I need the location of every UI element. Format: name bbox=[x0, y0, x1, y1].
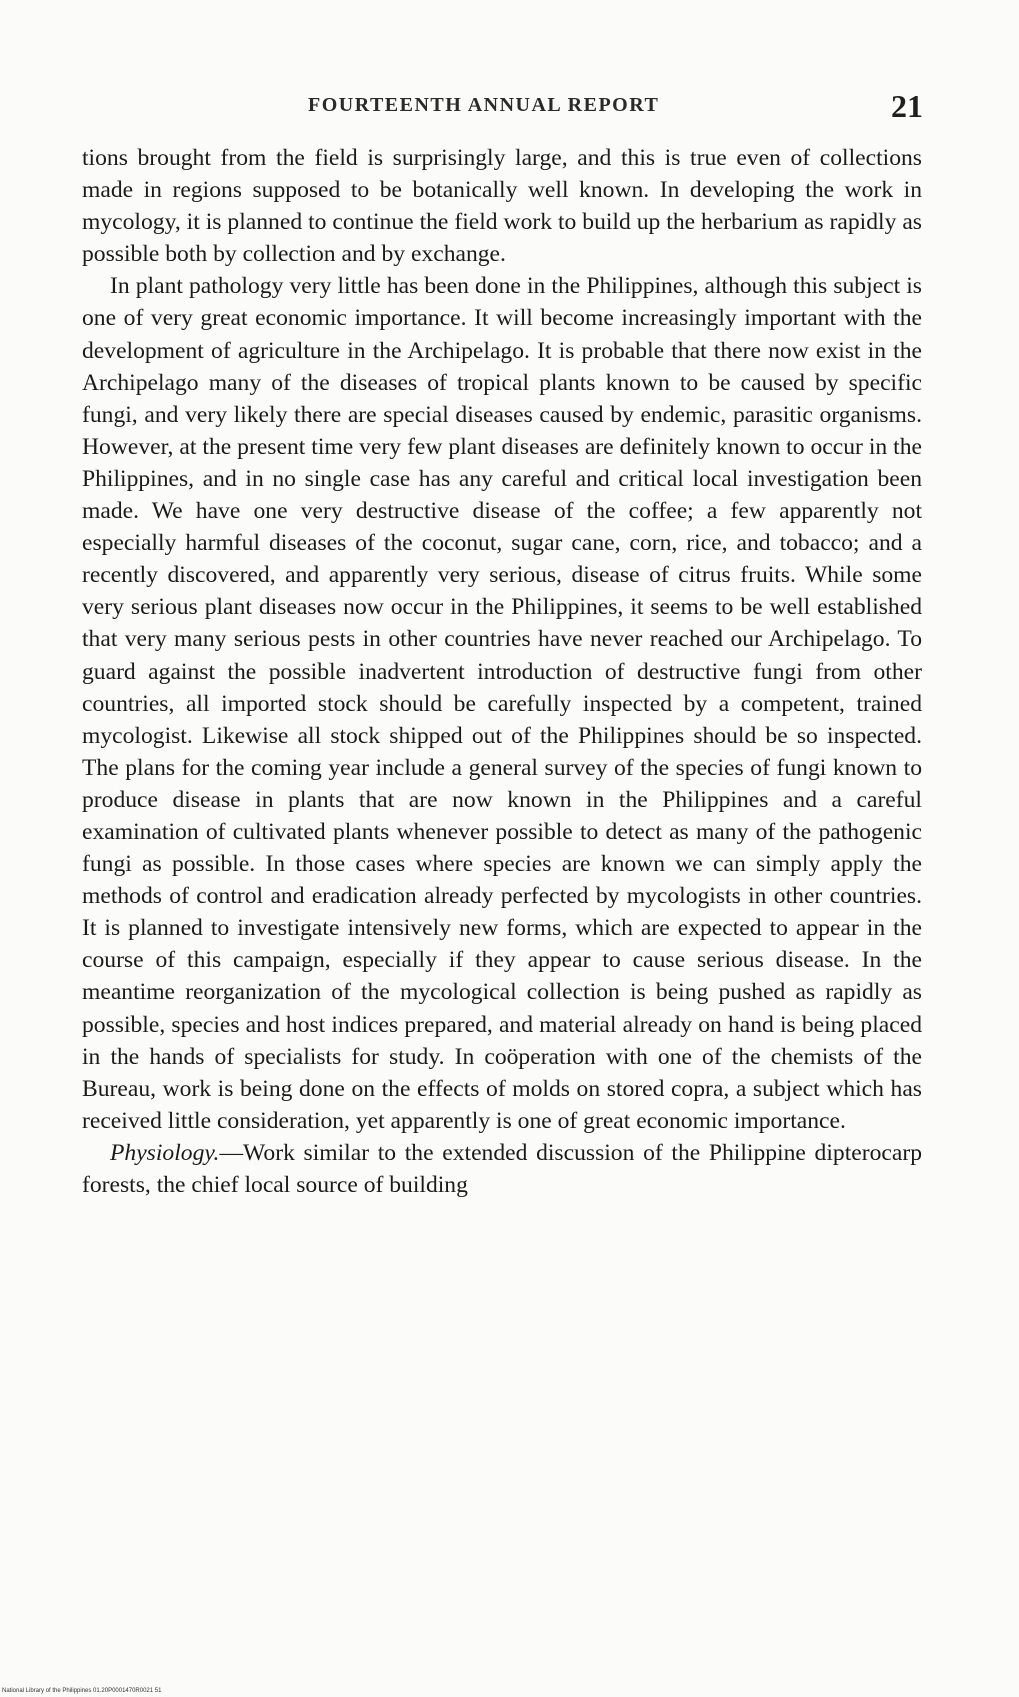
running-title: FOURTEENTH ANNUAL REPORT bbox=[308, 94, 660, 116]
paragraph-physiology bbox=[82, 1137, 922, 1201]
page-number: 21 bbox=[891, 88, 923, 124]
page-header bbox=[82, 88, 923, 132]
paragraph-plant-pathology: In plant pathology very little has been done in the Philippines, although this subject is one of very great economic importance. It will become increasingly important with the development of agriculture in the Archipelago. It is probable that there now exist in the Archipelago many of the diseases of tropical plants known to be caused by specific fungi, and very likely there are special diseases caused by endemic, parasitic organisms. However, at the present time very few plant diseases are definitely known to occur in the Philippines, and in no single case has any careful and critical local investigation been made. We have one very destructive disease of the coffee; a few apparently not especially harmful diseases of the coconut, sugar cane, corn, rice, and tobacco; and a recently discovered, and apparently very serious, disease of citrus fruits. While some very serious plant diseases now occur in the Philippines, it seems to be well established that very many serious pests in other countries have never reached our Archipelago. To guard against the possible inadvertent introduction of destructive fungi from other countries, all imported stock should be carefully inspected by a competent, trained mycologist. Likewise all stock shipped out of the Philippines should be so inspected. The plans for the coming year include a general survey of the species of fungi known to produce disease in plants that are now known in the Philippines and a careful examination of cultivated plants whenever possible to detect as many of the pathogenic fungi as possible. In those cases where species are known we can simply apply the methods of control and eradication already perfected by mycologists in other countries. It is planned to investigate intensively new forms, which are expected to appear in the course of this campaign, especially if they appear to cause serious disease. In the meantime reorganization of the mycological collection is being pushed as rapidly as possible, species and host indices prepared, and material already on hand is being placed in the hands of specialists for study. In coöperation with one of the chemists of the Bureau, work is being done on the effects of molds on stored copra, a subject which has received little consideration, yet apparently is one of great economic importance. bbox=[82, 273, 922, 1134]
physiology-heading: Physiology. bbox=[110, 1139, 220, 1166]
physiology-dash: — bbox=[219, 1139, 244, 1166]
physiology-text: Work similar to the extended discussion of the Philippine dipterocarp forests, the chief local source of building bbox=[82, 1139, 922, 1198]
paragraph-continuation: tions brought from the field is surprisingly large, and this is true even of collections made in regions supposed to be botanically well known. In developing the work in mycology, it is planned to continue the field work to build up the herbarium as rapidly as possible both by collection and by exchange. bbox=[82, 145, 922, 268]
body-text bbox=[82, 142, 922, 1201]
scan-credit: National Library of the Philippines 01.20P0001470R0021 51 bbox=[2, 1688, 162, 1694]
